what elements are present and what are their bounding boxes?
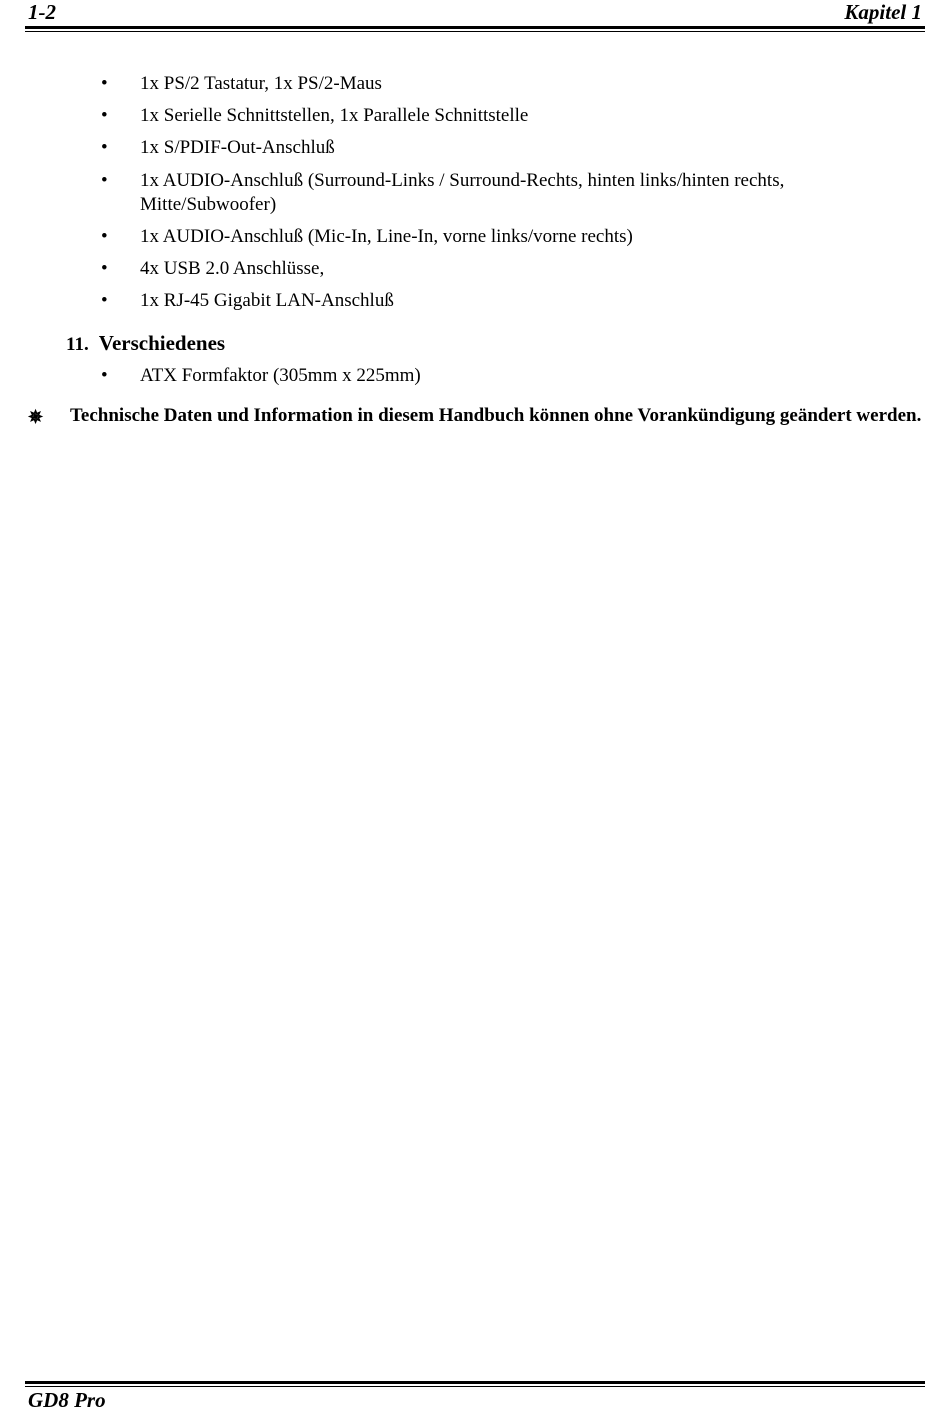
bullet-icon: •: [101, 137, 108, 158]
bullet-icon: •: [101, 258, 108, 279]
bullet-icon: •: [101, 170, 108, 191]
disclaimer-text: Technische Daten und Information in diesem Handbuch können ohne Vorankündigung geändert werden.: [70, 405, 922, 426]
bullet-icon: •: [101, 290, 108, 311]
page-number: 1-2: [28, 0, 56, 24]
asterisk-icon: ✵: [28, 407, 44, 427]
bullet-icon: •: [101, 105, 108, 126]
bullet-icon: •: [101, 226, 108, 247]
bullet-icon: •: [101, 73, 108, 94]
section-title: Verschiedenes: [98, 331, 226, 355]
product-name: GD8 Pro: [28, 1388, 106, 1412]
section-number: 11.: [66, 334, 89, 355]
disclaimer-note: [28, 403, 925, 428]
chapter-title: Kapitel 1: [844, 0, 922, 24]
page-header: [25, 0, 925, 24]
footer-rule: [25, 1381, 925, 1387]
section-heading: [66, 330, 225, 358]
bullet-icon: •: [101, 365, 108, 386]
header-rule: [25, 26, 925, 32]
